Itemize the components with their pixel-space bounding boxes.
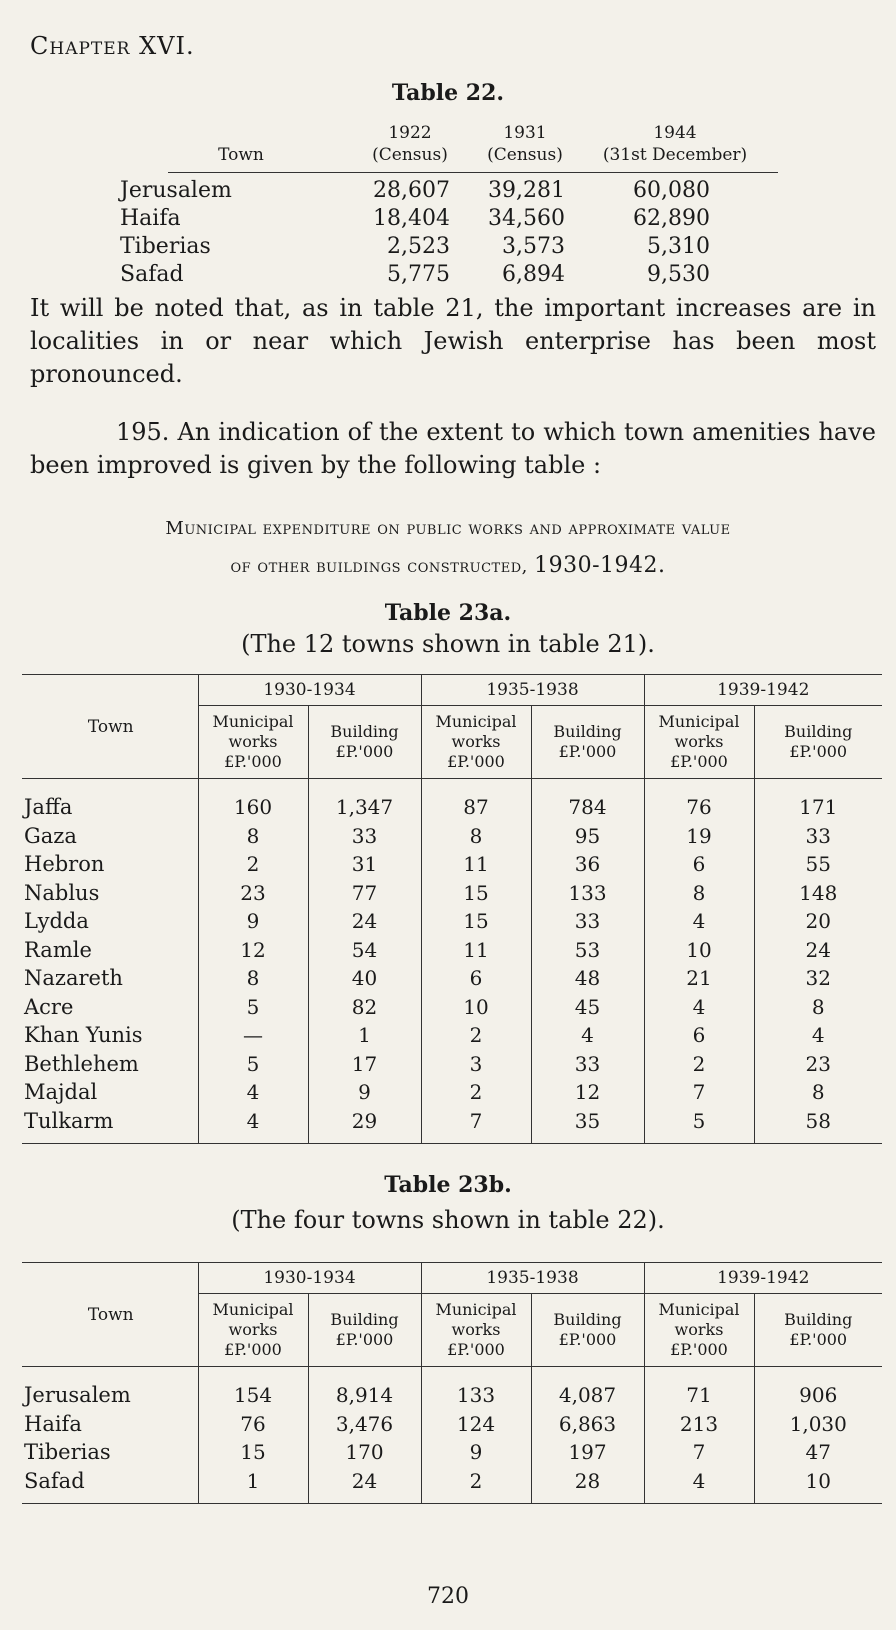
table-cell: 24 — [308, 1467, 421, 1496]
table-cell: 10 — [754, 1467, 882, 1496]
table-row — [22, 1050, 882, 1079]
table-22-cell: 6,894 — [502, 262, 565, 287]
table-cell: 15 — [198, 1438, 308, 1467]
table-row — [22, 850, 882, 879]
table-cell: 213 — [644, 1410, 754, 1439]
table-cell: 40 — [308, 964, 421, 993]
table-row — [22, 993, 882, 1022]
table-23b-subtitle: (The four towns shown in table 22). — [231, 1206, 665, 1234]
col-municipal-works: Municipal works £P.'000 — [198, 1294, 308, 1367]
table-22-cell: 5,775 — [387, 262, 450, 287]
table-23b-title: Table 23b. — [384, 1172, 512, 1198]
table-cell: 9 — [421, 1438, 531, 1467]
table-cell: 2 — [421, 1078, 531, 1107]
col-municipal-works: Municipal works £P.'000 — [421, 1294, 531, 1367]
table-cell: 133 — [531, 879, 644, 908]
table-cell: 77 — [308, 879, 421, 908]
table-cell: 154 — [198, 1381, 308, 1410]
caption-line-2-text: of other buildings constructed, — [230, 556, 535, 577]
table-22-cell: 3,573 — [502, 234, 565, 259]
caption-line-1: Municipal expenditure on public works and approximate value — [165, 518, 731, 539]
table-cell: 12 — [198, 936, 308, 965]
table-cell: 82 — [308, 993, 421, 1022]
table-cell: 3 — [421, 1050, 531, 1079]
table-cell: 6 — [644, 850, 754, 879]
table-cell: — — [198, 1021, 308, 1050]
table-22-header-1922: 1922 — [388, 123, 432, 143]
table-cell: 3,476 — [308, 1410, 421, 1439]
table-cell: 4 — [644, 1467, 754, 1496]
table-22-row-town: Jerusalem — [120, 178, 232, 203]
table-22-header-town: Town — [218, 145, 264, 165]
table-cell: 47 — [754, 1438, 882, 1467]
table-cell: 23 — [198, 879, 308, 908]
table-cell: 10 — [644, 936, 754, 965]
col-municipal-works: Municipal works £P.'000 — [198, 706, 308, 779]
table-cell: 1,347 — [308, 793, 421, 822]
town-name: Hebron — [22, 850, 198, 879]
table-cell: 19 — [644, 822, 754, 851]
table-cell: 8 — [198, 964, 308, 993]
col-building: Building £P.'000 — [531, 706, 644, 779]
table-cell: 35 — [531, 1107, 644, 1136]
table-23a-subtitle: (The 12 towns shown in table 21). — [241, 630, 655, 658]
table-row — [22, 793, 882, 822]
table-cell: 36 — [531, 850, 644, 879]
table-cell: 2 — [421, 1467, 531, 1496]
table-cell: 4 — [198, 1078, 308, 1107]
table-row — [22, 1021, 882, 1050]
table-22-cell: 39,281 — [488, 178, 565, 203]
table-cell: 1 — [308, 1021, 421, 1050]
table-cell: 6 — [421, 964, 531, 993]
table-22-cell: 60,080 — [633, 178, 710, 203]
table-cell: 53 — [531, 936, 644, 965]
table-22-header-rule — [168, 172, 778, 173]
table-cell: 24 — [308, 907, 421, 936]
table-row — [22, 822, 882, 851]
table-23b-period-1: 1930-1934 — [198, 1263, 421, 1294]
table-cell: 124 — [421, 1410, 531, 1439]
table-cell: 7 — [644, 1438, 754, 1467]
table-22-header-1922-census: (Census) — [372, 145, 448, 165]
table-cell: 33 — [531, 907, 644, 936]
table-cell: 784 — [531, 793, 644, 822]
table-22-cell: 18,404 — [373, 206, 450, 231]
table-23b-header-town: Town — [22, 1263, 198, 1367]
table-cell: 4 — [531, 1021, 644, 1050]
town-name: Nablus — [22, 879, 198, 908]
table-cell: 20 — [754, 907, 882, 936]
town-name: Haifa — [22, 1410, 198, 1439]
table-23a — [22, 674, 882, 1144]
col-municipal-works: Municipal works £P.'000 — [644, 706, 754, 779]
table-cell: 58 — [754, 1107, 882, 1136]
town-name: Acre — [22, 993, 198, 1022]
town-name: Bethlehem — [22, 1050, 198, 1079]
town-name: Jaffa — [22, 793, 198, 822]
table-23a-period-1: 1930-1934 — [198, 675, 421, 706]
town-name: Jerusalem — [22, 1381, 198, 1410]
table-cell: 4 — [644, 993, 754, 1022]
caption-years: 1930-1942. — [534, 553, 666, 578]
table-cell: 11 — [421, 850, 531, 879]
col-building: Building £P.'000 — [531, 1294, 644, 1367]
table-row — [22, 1438, 882, 1467]
table-22-row-town: Tiberias — [120, 234, 211, 259]
table-22-cell: 62,890 — [633, 206, 710, 231]
table-cell: 2 — [421, 1021, 531, 1050]
table-cell: 148 — [754, 879, 882, 908]
table-cell: 7 — [644, 1078, 754, 1107]
table-row — [22, 1381, 882, 1410]
page-number: 720 — [427, 1584, 469, 1609]
table-23a-period-3: 1939-1942 — [644, 675, 882, 706]
town-name: Majdal — [22, 1078, 198, 1107]
table-cell: 48 — [531, 964, 644, 993]
table-22-cell: 2,523 — [387, 234, 450, 259]
table-cell: 4 — [198, 1107, 308, 1136]
table-22-row-town: Haifa — [120, 206, 181, 231]
table-cell: 71 — [644, 1381, 754, 1410]
table-cell: 2 — [198, 850, 308, 879]
table-cell: 76 — [644, 793, 754, 822]
table-row — [22, 879, 882, 908]
table-cell: 76 — [198, 1410, 308, 1439]
table-row — [22, 964, 882, 993]
table-cell: 11 — [421, 936, 531, 965]
table-cell: 1,030 — [754, 1410, 882, 1439]
table-cell: 15 — [421, 879, 531, 908]
table-cell: 9 — [308, 1078, 421, 1107]
town-name: Nazareth — [22, 964, 198, 993]
chapter-heading: Chapter XVI. — [30, 32, 195, 60]
table-cell: 17 — [308, 1050, 421, 1079]
town-name: Tiberias — [22, 1438, 198, 1467]
table-cell: 32 — [754, 964, 882, 993]
paragraph-table-note: It will be noted that, as in table 21, the important increases are in localities in or near which Jewish enterprise has been most pronounced. — [30, 294, 876, 388]
table-row — [22, 1107, 882, 1136]
table-22-row-town: Safad — [120, 262, 184, 287]
table-22-cell: 5,310 — [647, 234, 710, 259]
table-cell: 4 — [644, 907, 754, 936]
table-cell: 8 — [754, 1078, 882, 1107]
table-cell: 170 — [308, 1438, 421, 1467]
table-cell: 5 — [644, 1107, 754, 1136]
table-22-header-1931-census: (Census) — [487, 145, 563, 165]
table-22-header-1944: 1944 — [653, 123, 697, 143]
table-cell: 33 — [531, 1050, 644, 1079]
town-name: Tulkarm — [22, 1107, 198, 1136]
table-cell: 12 — [531, 1078, 644, 1107]
table-cell: 8 — [421, 822, 531, 851]
table-cell: 28 — [531, 1467, 644, 1496]
table-cell: 197 — [531, 1438, 644, 1467]
table-cell: 8 — [198, 822, 308, 851]
table-row — [22, 1467, 882, 1496]
table-cell: 4 — [754, 1021, 882, 1050]
table-cell: 54 — [308, 936, 421, 965]
table-row — [22, 1078, 882, 1107]
table-cell: 87 — [421, 793, 531, 822]
town-name: Gaza — [22, 822, 198, 851]
table-cell: 29 — [308, 1107, 421, 1136]
table-cell: 5 — [198, 1050, 308, 1079]
table-row — [22, 1410, 882, 1439]
table-cell: 2 — [644, 1050, 754, 1079]
col-building: Building £P.'000 — [308, 706, 421, 779]
table-22-header-1931: 1931 — [503, 123, 547, 143]
table-22-cell: 34,560 — [488, 206, 565, 231]
table-cell: 5 — [198, 993, 308, 1022]
table-cell: 45 — [531, 993, 644, 1022]
town-name: Safad — [22, 1467, 198, 1496]
table-22-header-1944-date: (31st December) — [602, 145, 748, 165]
col-building: Building £P.'000 — [754, 706, 882, 779]
town-name: Lydda — [22, 907, 198, 936]
table-row — [22, 936, 882, 965]
table-cell: 8 — [754, 993, 882, 1022]
table-cell: 7 — [421, 1107, 531, 1136]
table-cell: 9 — [198, 907, 308, 936]
table-cell: 23 — [754, 1050, 882, 1079]
table-cell: 4,087 — [531, 1381, 644, 1410]
table-cell: 6,863 — [531, 1410, 644, 1439]
table-row — [22, 907, 882, 936]
table-cell: 1 — [198, 1467, 308, 1496]
table-cell: 21 — [644, 964, 754, 993]
table-22-title: Table 22. — [391, 80, 505, 106]
table-cell: 55 — [754, 850, 882, 879]
paragraph-195: 195. An indication of the extent to which town amenities have been improved is given by the following table : — [30, 418, 876, 479]
col-building: Building £P.'000 — [754, 1294, 882, 1367]
table-cell: 6 — [644, 1021, 754, 1050]
caption-line-2 — [0, 553, 896, 578]
table-cell: 171 — [754, 793, 882, 822]
table-22-cell: 9,530 — [647, 262, 710, 287]
table-23a-period-2: 1935-1938 — [421, 675, 644, 706]
table-23b-period-2: 1935-1938 — [421, 1263, 644, 1294]
table-cell: 31 — [308, 850, 421, 879]
town-name: Khan Yunis — [22, 1021, 198, 1050]
table-cell: 10 — [421, 993, 531, 1022]
table-cell: 24 — [754, 936, 882, 965]
table-cell: 8,914 — [308, 1381, 421, 1410]
col-building: Building £P.'000 — [308, 1294, 421, 1367]
table-22-cell: 28,607 — [373, 178, 450, 203]
col-municipal-works: Municipal works £P.'000 — [644, 1294, 754, 1367]
table-cell: 906 — [754, 1381, 882, 1410]
table-23b-period-3: 1939-1942 — [644, 1263, 882, 1294]
table-23a-header-town: Town — [22, 675, 198, 779]
table-cell: 95 — [531, 822, 644, 851]
col-municipal-works: Municipal works £P.'000 — [421, 706, 531, 779]
table-cell: 33 — [308, 822, 421, 851]
table-cell: 15 — [421, 907, 531, 936]
table-cell: 8 — [644, 879, 754, 908]
town-name: Ramle — [22, 936, 198, 965]
table-cell: 33 — [754, 822, 882, 851]
table-cell: 133 — [421, 1381, 531, 1410]
table-23a-title: Table 23a. — [384, 600, 512, 626]
table-23b — [22, 1262, 882, 1504]
table-cell: 160 — [198, 793, 308, 822]
